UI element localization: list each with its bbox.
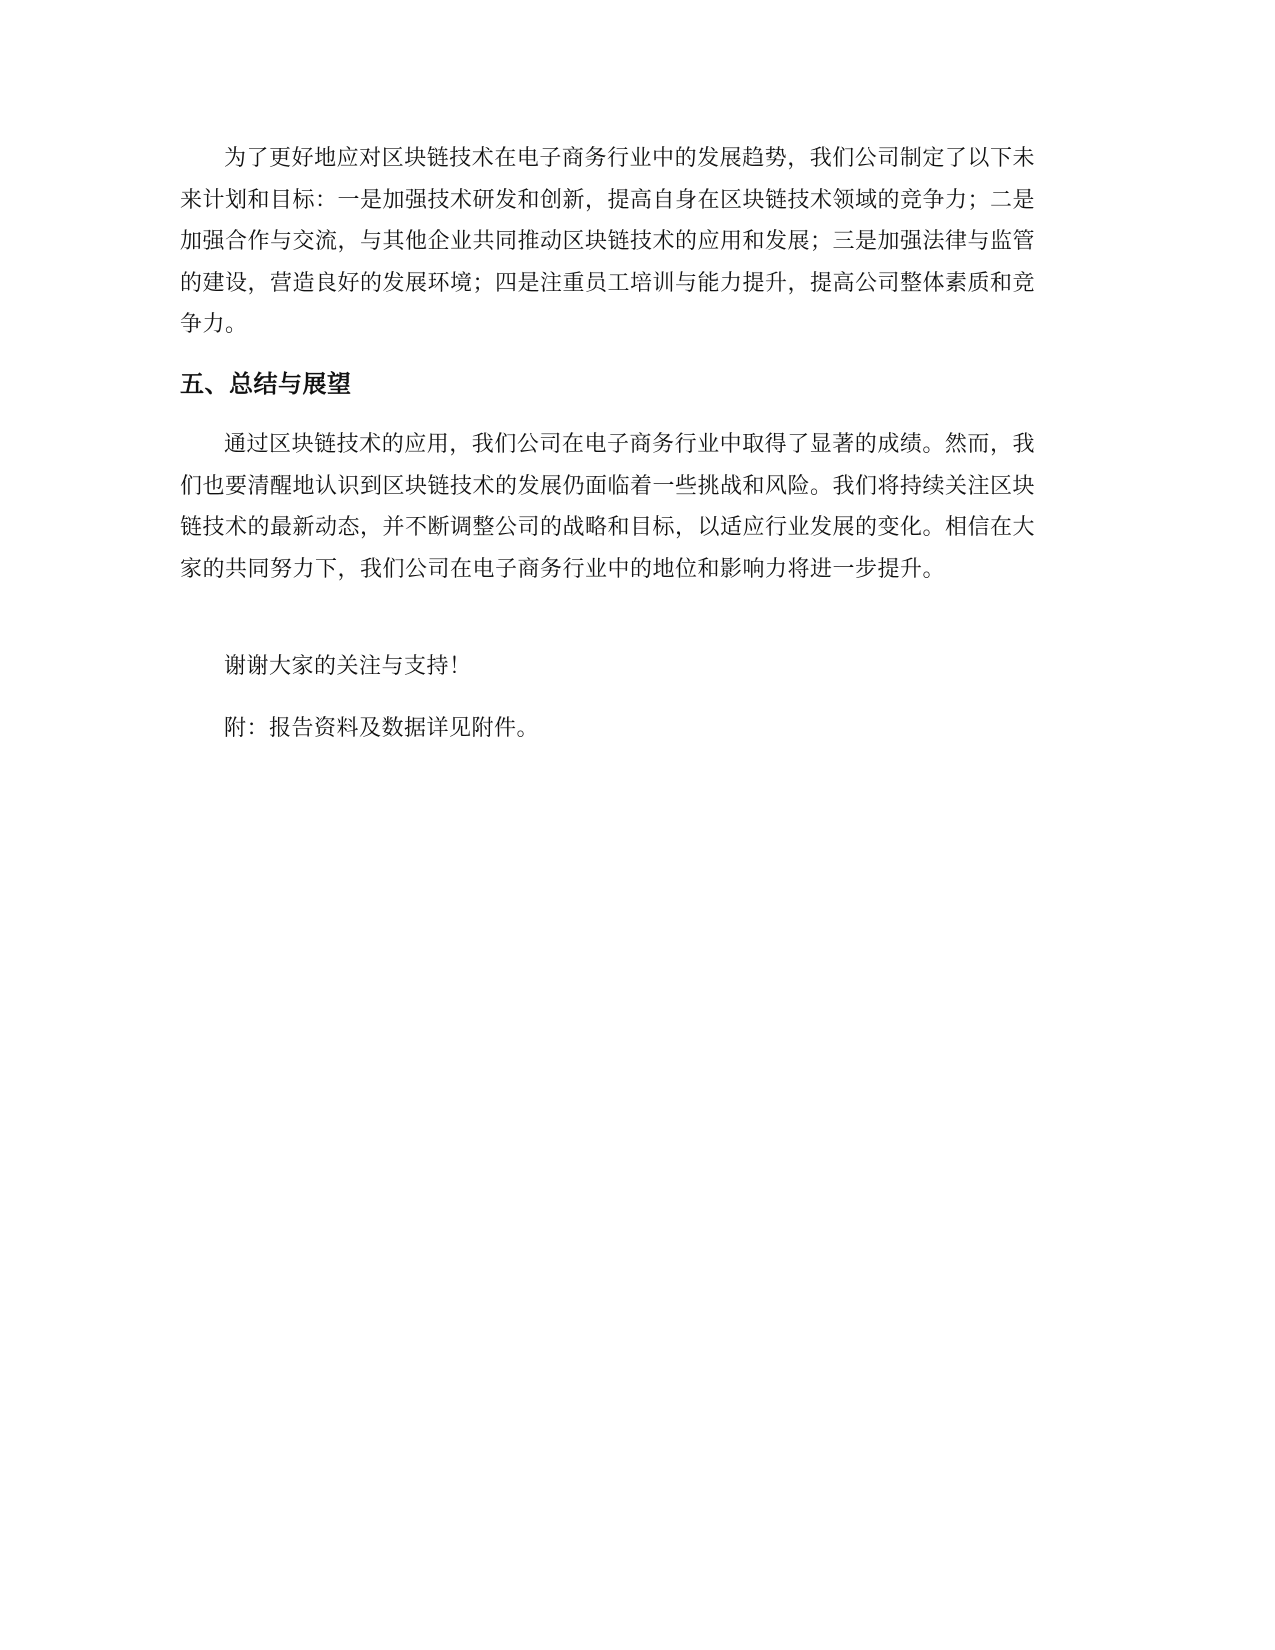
paragraph-thanks: 谢谢大家的关注与支持！ <box>224 654 472 679</box>
paragraph-future-plans: 为了更好地应对区块链技术在电子商务行业中的发展趋势，我们公司制定了以下未来计划和目标：一是加强技术研发和创新，提高自身在区块链技术领域的竞争力；二是加强合作与交流，与其他企业共同推动区块链技术的应用和发展；三是加强法律与监管的建设，营造良好的发展环境；四是注重员工培训与能力提升，提高公司整体素质和竞争力。 <box>180 146 1036 337</box>
paragraph-appendix-note: 附：报告资料及数据详见附件。 <box>224 716 540 741</box>
section-heading-summary: 五、总结与展望 <box>180 370 352 398</box>
document-page <box>180 0 1035 1650</box>
paragraph-summary: 通过区块链技术的应用，我们公司在电子商务行业中取得了显著的成绩。然而，我们也要清醒地认识到区块链技术的发展仍面临着一些挑战和风险。我们将持续关注区块链技术的最新动态，并不断调整公司的战略和目标，以适应行业发展的变化。相信在大家的共同努力下，我们公司在电子商务行业中的地位和影响力将进一步提升。 <box>180 432 1036 582</box>
